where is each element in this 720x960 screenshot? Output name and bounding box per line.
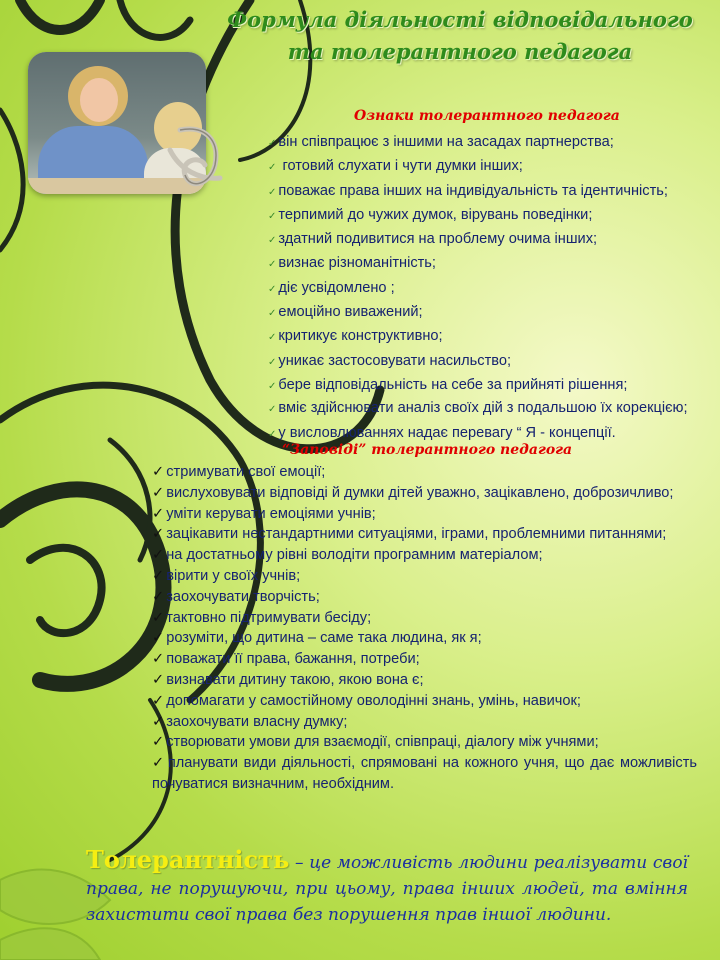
check-icon: ✓ <box>152 526 165 543</box>
list-item: ✓ планувати види діяльності, спрямовані на кожного учня, що дає можливість почуватися визначним, необхідним. <box>152 755 697 792</box>
check-icon: ✓ <box>152 755 166 772</box>
check-icon: ✓ <box>152 567 165 584</box>
signs-list <box>268 131 712 446</box>
signs-heading: Ознаки толерантного педагога <box>354 108 620 124</box>
list-item: ✓ вміє здійснювати аналіз своїх дій з подальшою їх корекцією; <box>268 400 688 417</box>
swirl-line <box>30 548 102 633</box>
check-icon: ✓ <box>268 259 277 271</box>
list-item: ✓ у висловлюваннях надає перевагу “ Я - концепції. <box>268 424 616 441</box>
list-item: ✓ створювати умови для взаємодії, співпраці, діалогу між учнями; <box>152 734 599 751</box>
list-item: ✓ вірити у своїх учнів; <box>152 567 301 584</box>
check-icon: ✓ <box>152 671 165 688</box>
check-icon: ✓ <box>152 547 165 564</box>
swirl-line <box>20 0 100 30</box>
list-item: ✓ він співпрацює з іншими на засадах партнерства; <box>268 134 614 150</box>
list-item: ✓ визнає різноманітність; <box>268 255 436 272</box>
check-icon: ✓ <box>268 283 277 295</box>
swirl-line <box>120 0 190 37</box>
check-icon: ✓ <box>268 186 277 198</box>
check-icon: ✓ <box>152 734 165 751</box>
list-item: ✓ поважати її права, бажання, потреби; <box>152 651 420 668</box>
check-icon: ✓ <box>268 162 277 174</box>
check-icon: ✓ <box>152 464 165 480</box>
list-item: ✓ заохочувати власну думку; <box>152 713 348 730</box>
check-icon: ✓ <box>268 210 277 222</box>
list-item: ✓ стримувати свої емоції; <box>152 464 326 480</box>
check-icon: ✓ <box>268 235 277 247</box>
list-item: ✓ бере відповідальність на себе за прийняті рішення; <box>268 376 628 393</box>
tolerance-definition <box>86 847 688 928</box>
check-icon: ✓ <box>152 505 165 522</box>
list-item: ✓ діє усвідомлено ; <box>268 279 395 296</box>
check-icon: ✓ <box>152 588 165 605</box>
swirl-line <box>0 110 23 250</box>
check-icon: ✓ <box>268 404 277 416</box>
check-icon: ✓ <box>152 609 165 626</box>
check-icon: ✓ <box>152 713 165 730</box>
commandments-list <box>152 462 697 795</box>
check-icon: ✓ <box>268 138 277 149</box>
check-icon: ✓ <box>152 651 165 668</box>
list-item: ✓ здатний подивитися на проблему очима інших; <box>268 231 598 248</box>
list-item: ✓ тактовно підтримувати бесіду; <box>152 609 372 626</box>
list-item: ✓ визнавати дитину такою, якою вона є; <box>152 671 424 688</box>
leaf-shape <box>0 928 100 960</box>
definition-term: Толерантність <box>86 845 290 874</box>
list-item: ✓ емоційно виважений; <box>268 304 423 321</box>
list-item: ✓ заохочувати творчість; <box>152 588 320 605</box>
page-title <box>200 4 720 68</box>
list-item: ✓ готовий слухати і чути думки інших; <box>268 158 523 175</box>
check-icon: ✓ <box>152 484 165 501</box>
list-item: ✓ поважає права інших на індивідуальність та ідентичність; <box>268 182 668 199</box>
list-item: ✓ уміти керувати емоціями учнів; <box>152 505 376 522</box>
list-item: ✓ розуміти, що дитина – саме така людина, як я; <box>152 630 482 647</box>
check-icon: ✓ <box>268 308 277 320</box>
check-icon: ✓ <box>152 692 165 709</box>
title-line-1: Формула діяльності відповідального <box>227 7 693 32</box>
check-icon: ✓ <box>268 428 277 440</box>
swirl-line <box>0 489 163 683</box>
list-item: ✓ уникає застосовувати насильство; <box>268 352 512 369</box>
check-icon: ✓ <box>268 380 277 392</box>
title-line-2: та толерантного педагога <box>287 39 633 64</box>
check-icon: ✓ <box>152 630 165 647</box>
definition-text: – це можливість людини реалізувати свої права, не порушуючи, при цьому, права інших людей, та вміння захистити свої права без порушення прав іншої людини. <box>86 853 688 925</box>
list-item: ✓ на достатньому рівні володіти програмним матеріалом; <box>152 547 543 564</box>
list-item: ✓ допомагати у самостійному оволодінні знань, умінь, навичок; <box>152 692 581 709</box>
check-icon: ✓ <box>268 356 277 368</box>
list-item: ✓ критикує конструктивно; <box>268 328 443 345</box>
check-icon: ✓ <box>268 332 277 344</box>
list-item: ✓ вислуховувати відповіді й думки дітей уважно, зацікавлено, доброзичливо; <box>152 484 674 501</box>
list-item: ✓ зацікавити нестандартними ситуаціями, іграми, проблемними питаннями; <box>152 526 667 543</box>
silver-ornament-icon <box>160 120 240 200</box>
list-item: ✓ терпимий до чужих думок, вірувань поведінки; <box>268 206 593 223</box>
commandments-heading: “Заповіді” толерантного педагога <box>282 442 573 458</box>
